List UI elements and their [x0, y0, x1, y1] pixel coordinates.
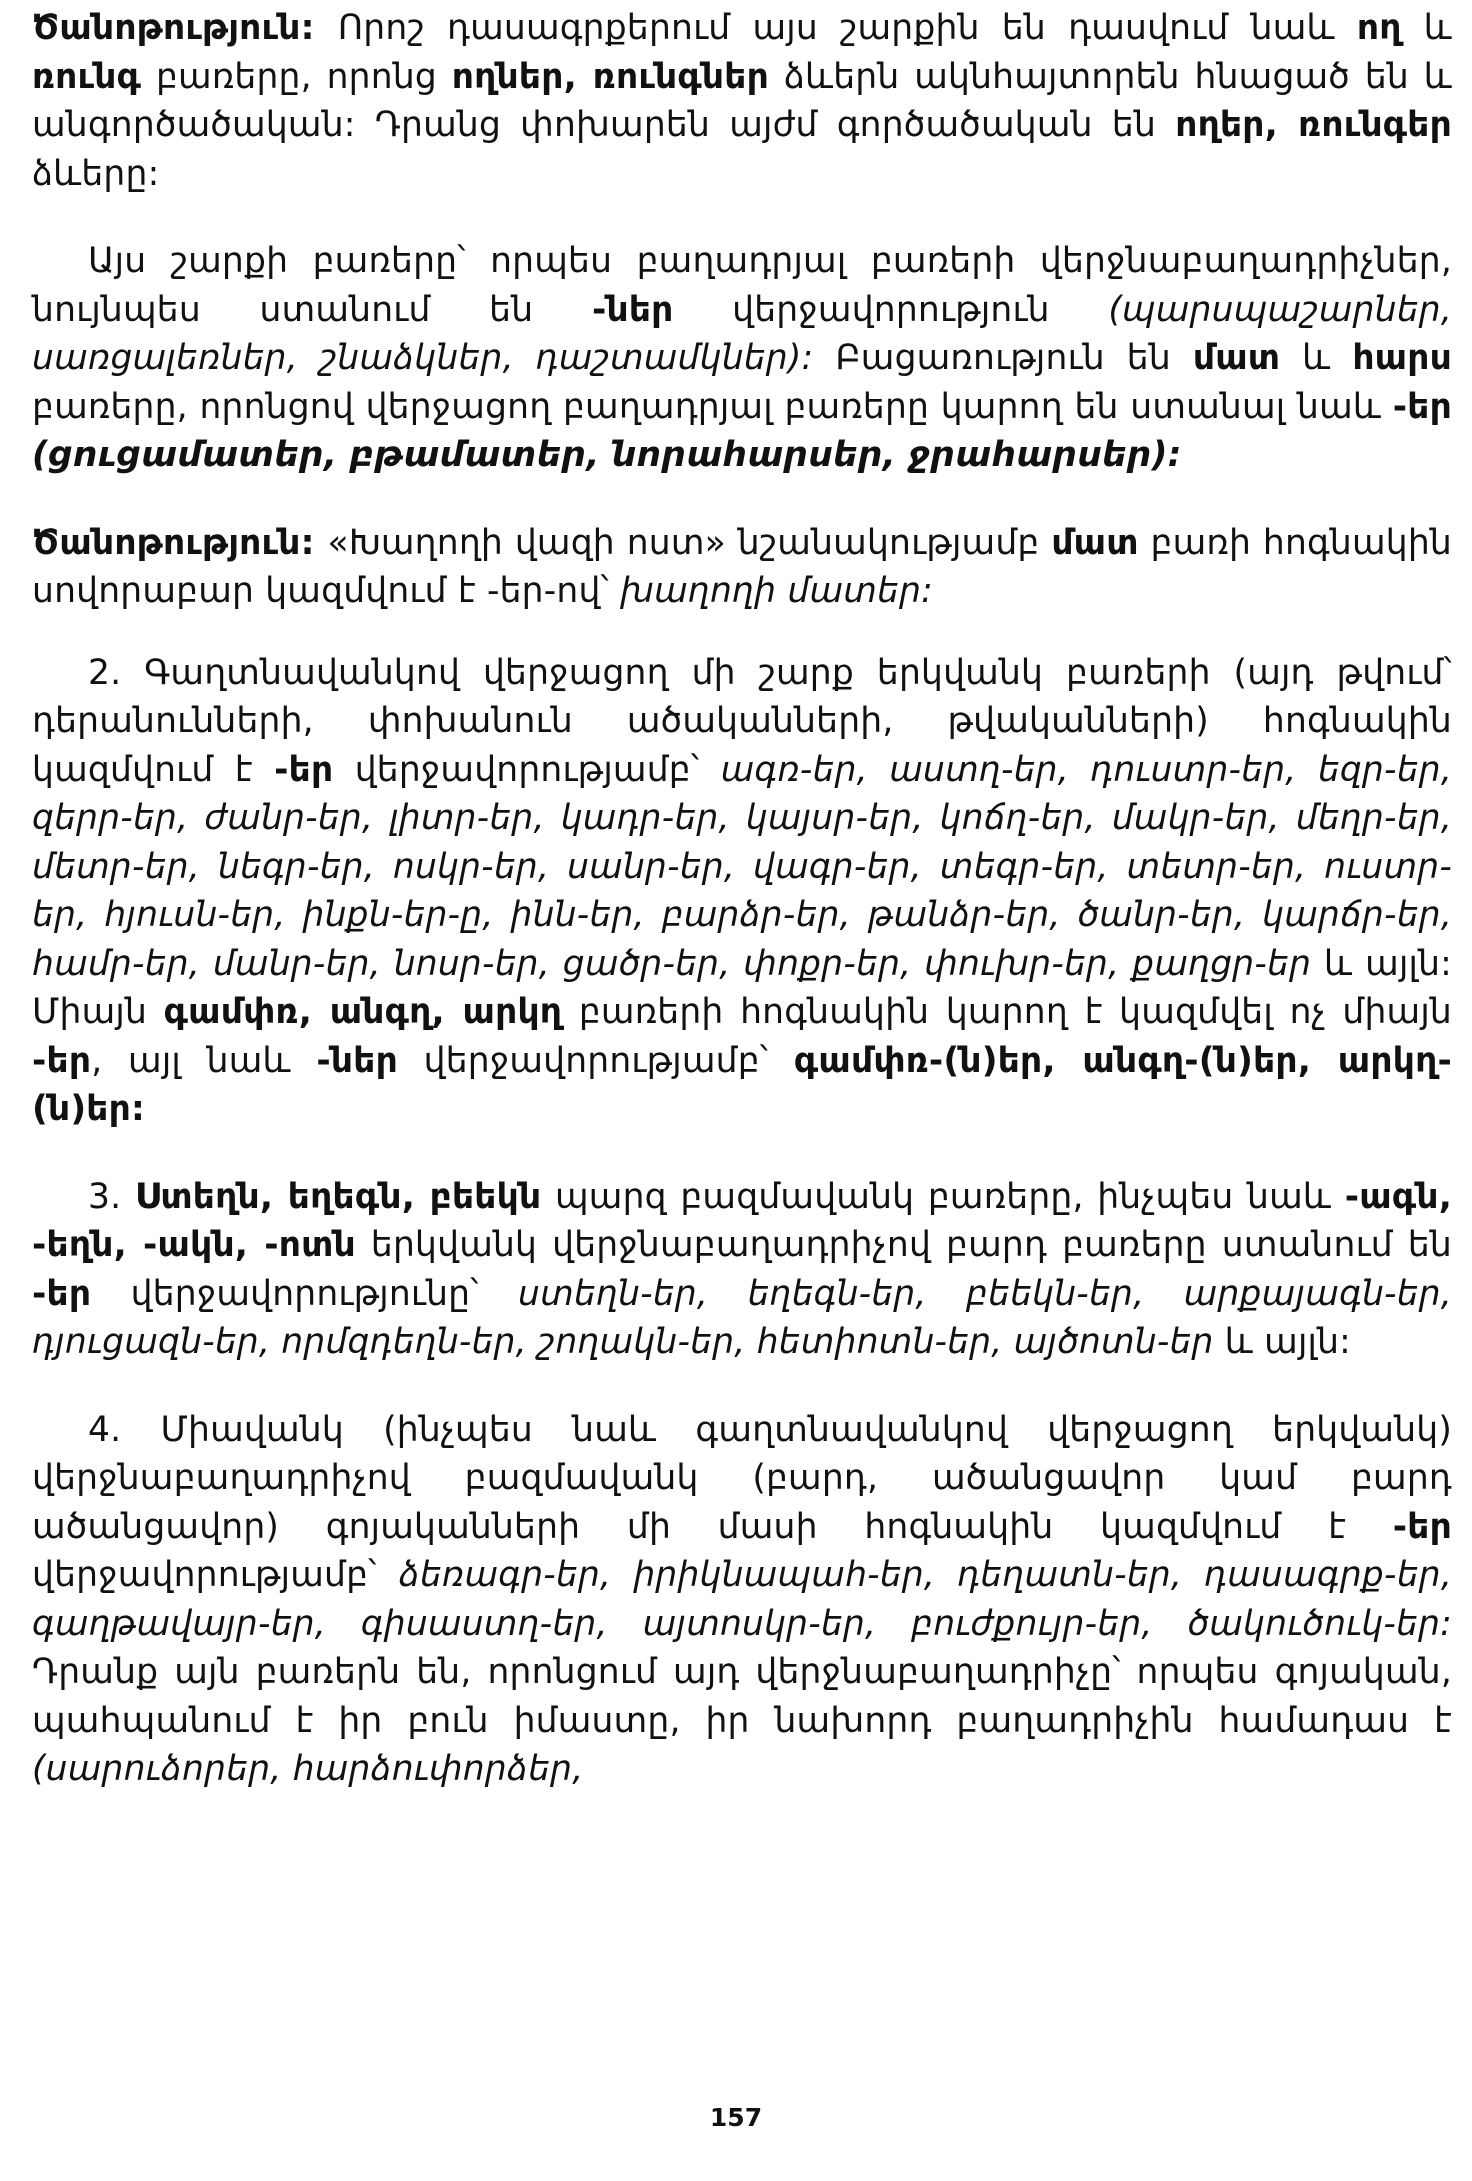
list-item-4	[32, 1406, 1452, 1794]
text-run: 2. Գաղտնավանկով վերջացող մի շարք երկվանկ բառերի (այդ թվում՝ դերանունների, փոխանուն ածականների, թվականների) հոգնակին կազմվում է	[32, 652, 1452, 790]
document-page	[32, 4, 1452, 1794]
text-run: և այլն:	[1213, 1322, 1351, 1362]
text-run: վերջավորությամբ՝	[333, 749, 721, 790]
text-run: , այլ նաև	[91, 1040, 317, 1081]
text-run: Բացառություն են	[813, 338, 1193, 378]
bold-run: ողեր, ռունգեր	[1175, 105, 1453, 145]
bold-run: մատ	[1192, 338, 1281, 378]
bold-run: գամփռ, անգղ, արկղ	[163, 992, 563, 1032]
bold-italic-run: (ցուցամատեր, բթամատեր, նորահարսեր, ջրահարսեր):	[32, 435, 1182, 475]
bold-run: մատ	[1051, 522, 1139, 563]
text-run: բառերը, որոնց	[141, 56, 452, 97]
text-run: Որոշ դասագրքերում այս շարքին են դասվում նաև	[337, 8, 1357, 48]
text-run: երկվանկ վերջնաբաղադրիչով բարդ բառերը ստանում են	[355, 1225, 1452, 1265]
bold-run: -եր	[32, 1273, 92, 1314]
bold-run: ող	[1356, 8, 1402, 48]
italic-run: ստեղն-եր, եղեգն-եր, բեեկն-եր, արքայագն-եր, դյուցազն-եր, որմզդեղն-եր, շողակն-եր, հետիոտն-եր, այծոտն-եր	[32, 1273, 1452, 1362]
note-paragraph-1	[32, 4, 1452, 198]
bold-run: ռունգ	[32, 56, 142, 97]
text-run: ձևերը:	[32, 153, 160, 194]
bold-run: -ագն, -եղն, -ակն, -ոտն	[32, 1176, 1452, 1265]
text-run: բառերի հոգնակին կարող է կազմվել ոչ միայն	[562, 992, 1452, 1032]
text-run: վերջավորությամբ՝	[397, 1040, 794, 1081]
text-run: բառի հոգնակին սովորաբար կազմվում է -եր-ով՝	[32, 522, 1453, 611]
text-run: և	[1401, 8, 1452, 48]
bold-run: հարս	[1352, 338, 1452, 378]
text-run: և այլն: Միայն	[32, 943, 1452, 1032]
bold-run: գամփռ-(ն)եր, անգղ-(ն)եր, արկղ-(ն)եր:	[32, 1040, 1452, 1129]
bold-run: -եր	[1392, 386, 1452, 427]
bold-run: -եր	[32, 1040, 92, 1081]
text-run: «Խաղողի վազի ոստ» նշանակությամբ	[327, 522, 1052, 563]
bold-run: Ծանոթություն:	[32, 522, 328, 563]
bold-run: Ծանոթություն:	[32, 8, 338, 48]
italic-run: (պարսպաշարներ, սառցալեռներ, շնաձկներ, դաշտամկներ):	[32, 289, 1452, 378]
bold-run: ողներ, ռունգներ	[451, 56, 769, 97]
text-run: 4. Միավանկ (ինչպես նաև գաղտնավանկով վերջացող երկվանկ) վերջնաբաղադրիչով բազմավանկ (բարդ, ածանցավոր կամ բարդ ածանցավոր) գոյականների մի մասի հոգնակին կազմվում է	[32, 1409, 1452, 1547]
text-run: վերջավորություն	[673, 289, 1109, 330]
bold-run: -եր	[1392, 1506, 1452, 1547]
text-run: վերջավորությունը՝	[91, 1273, 519, 1314]
text-run: ձևերն ակնհայտորեն հնացած են և անգործածական: Դրանց փոխարեն այժմ գործածական են	[32, 56, 1452, 145]
text-run: վերջավորությամբ՝	[32, 1555, 399, 1595]
page-number: 157	[709, 2103, 763, 2132]
italic-run: (սարուձորեր, հարձուփորձեր,	[32, 1749, 584, 1789]
text-run: 3.	[88, 1176, 135, 1217]
text-run: բառերը, որոնցով վերջացող բաղադրյալ բառերը կարող են ստանալ նաև	[32, 386, 1393, 427]
text-run: և	[1280, 338, 1353, 378]
italic-run: ձեռագր-եր, իրիկնապահ-եր, դեղատն-եր, դասագրք-եր, գաղթավայր-եր, գիսաստղ-եր, այտոսկր-եր, բուժքույր-եր, ծակուծուկ-եր:	[32, 1555, 1452, 1644]
bold-run: -ներ	[591, 289, 674, 330]
note-paragraph-2	[32, 519, 1452, 616]
italic-run: ագռ-եր, աստղ-եր, դուստր-եր, եզր-եր, զերր-եր, ժանր-եր, լիտր-եր, կադր-եր, կայսր-եր, կոճղ-եր, մակր-եր, մեղր-եր, մետր-եր, նեգր-եր, ոսկր-եր, սանր-եր, վագր-եր, տեգր-եր, տետր-եր, ուստր-եր, հյուսն-եր, ինքն-եր-ը, ինն-եր, բարձր-եր, թանձր-եր, ծանր-եր, կարճր-եր, համր-եր, մանր-եր, նոսր-եր, ցածր-եր, փոքր-եր, փուխր-եր, քաղցր-եր	[32, 749, 1452, 984]
text-run: պարզ բազմավանկ բառերը, ինչպես նաև	[541, 1176, 1345, 1217]
bold-run: -եր	[274, 749, 334, 790]
italic-run: խաղողի մատեր:	[620, 571, 933, 611]
list-item-3	[32, 1173, 1452, 1367]
text-run: Դրանք այն բառերն են, որոնցում այդ վերջնաբաղադրիչը՝ որպես գոյական, պահպանում է իր բուն իմաստը, իր նախորդ բաղադրիչին համադաս է	[32, 1652, 1452, 1741]
list-item-2	[32, 649, 1452, 1134]
bold-run: Ստեղն, եղեգն, բեեկն	[134, 1176, 542, 1217]
bold-run: -ներ	[316, 1040, 398, 1081]
paragraph-compound-words	[32, 237, 1452, 480]
text-run: Այս շարքի բառերը՝ որպես բաղադրյալ բառերի վերջնաբաղադրիչներ, նույնպես ստանում են	[32, 241, 1452, 330]
